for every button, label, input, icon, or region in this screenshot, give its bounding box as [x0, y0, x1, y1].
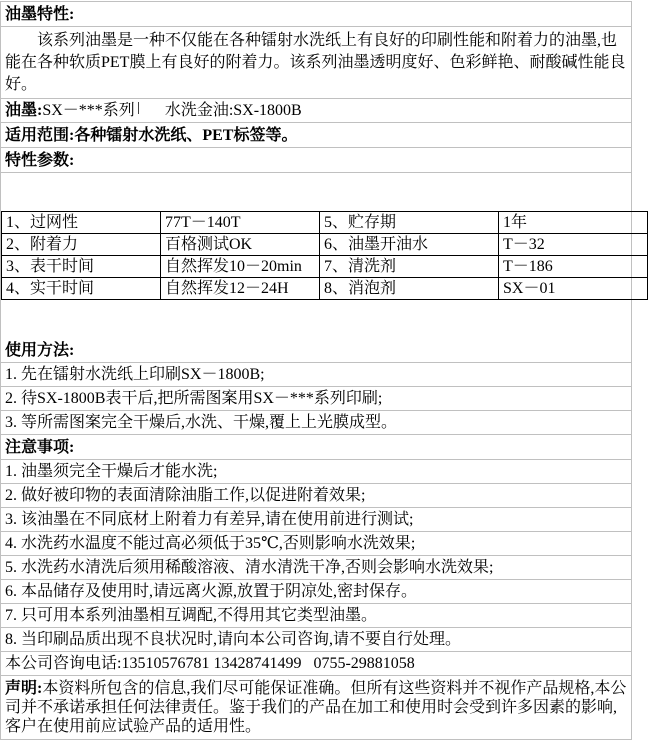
contact-phone-numbers: 13510576781 13428741499 0755-29881058	[121, 655, 415, 672]
parameter-row	[2, 256, 648, 278]
param-value-cell: 自然挥发12－24H	[161, 278, 320, 300]
param-value-cell: 百格测试OK	[161, 234, 320, 256]
ink-characteristics-description: 该系列油墨是一种不仅能在各种镭射水洗纸上有良好的印刷性能和附着力的油墨,也能在各种软质PET膜上有良好的附着力。该系列油墨透明度好、色彩鲜艳、耐酸碱性能良好。	[1, 27, 631, 99]
ink-series-label: 油墨:	[5, 102, 43, 119]
parameter-row	[2, 212, 648, 234]
usage-step: 1. 先在镭射水洗纸上印刷SX－1800B;	[1, 363, 631, 387]
param-name-cell: 6、油墨开油水	[320, 234, 499, 256]
disclaimer-label: 声明:	[5, 680, 43, 697]
disclaimer-line	[1, 676, 631, 739]
param-name-cell: 1、过网性	[2, 212, 161, 234]
param-value-cell: T－32	[499, 234, 648, 256]
section-title-parameters: 特性参数:	[1, 148, 631, 173]
precaution-item: 4. 水洗药水温度不能过高必须低于35℃,否则影响水洗效果;	[1, 532, 631, 556]
precaution-item: 7. 只可用本系列油墨相互调配,不得用其它类型油墨。	[1, 604, 631, 628]
precaution-item: 8. 当印刷品质出现不良状况时,请向本公司咨询,请不要自行处理。	[1, 628, 631, 652]
contact-phone-label: 本公司咨询电话:	[5, 655, 122, 672]
precaution-item: 1. 油墨须完全干燥后才能水洗;	[1, 460, 631, 484]
param-name-cell: 5、贮存期	[320, 212, 499, 234]
application-scope-line: 适用范围:各种镭射水洗纸、PET标签等。	[1, 123, 631, 148]
param-name-cell: 8、消泡剂	[320, 278, 499, 300]
param-value-cell: SX－01	[499, 278, 648, 300]
parameters-table	[1, 211, 648, 300]
precaution-item: 6. 本品储存及使用时,请远离火源,放置于阴凉处,密封保存。	[1, 580, 631, 604]
parameter-row	[2, 278, 648, 300]
usage-step: 2. 待SX-1800B表干后,把所需图案用SX－***系列印刷;	[1, 387, 631, 411]
product-codes-row	[1, 99, 631, 123]
param-value-cell: T－186	[499, 256, 648, 278]
section-title-ink-characteristics: 油墨特性:	[1, 2, 631, 27]
ink-series-value: SX－***系列	[42, 102, 135, 119]
precaution-item: 2. 做好被印物的表面清除油脂工作,以促进附着效果;	[1, 484, 631, 508]
disclaimer-body: 本资料所包含的信息,我们尽可能保证准确。但所有这些资料并不视作产品规格,本公司并不承诺承担任何法律责任。鉴于我们的产品在加工和使用时会受到许多因素的影响,客户在使用前应试验产品的适用性。	[5, 680, 627, 735]
param-name-cell: 7、清洗剂	[320, 256, 499, 278]
parameters-table-wrapper	[1, 173, 631, 338]
section-title-usage: 使用方法:	[1, 338, 631, 363]
param-value-cell: 1年	[499, 212, 648, 234]
param-value-cell: 自然挥发10－20min	[161, 256, 320, 278]
usage-step: 3. 等所需图案完全干燥后,水洗、干燥,覆上上光膜成型。	[1, 411, 631, 435]
precaution-item: 3. 该油墨在不同底材上附着力有差异,请在使用前进行测试;	[1, 508, 631, 532]
param-name-cell: 2、附着力	[2, 234, 161, 256]
param-name-cell: 3、表干时间	[2, 256, 161, 278]
cell-divider-tick	[138, 102, 139, 114]
wash-gold-label: 水洗金油:	[164, 102, 234, 119]
contact-phone-line	[1, 652, 631, 676]
wash-gold-value: SX-1800B	[233, 102, 302, 119]
param-value-cell: 77T－140T	[161, 212, 320, 234]
section-title-precautions: 注意事项:	[1, 435, 631, 460]
param-name-cell: 4、实干时间	[2, 278, 161, 300]
precaution-item: 5. 水洗药水清洗后须用稀酸溶液、清水清洗干净,否则会影响水洗效果;	[1, 556, 631, 580]
spec-sheet	[0, 1, 632, 740]
parameter-row	[2, 234, 648, 256]
